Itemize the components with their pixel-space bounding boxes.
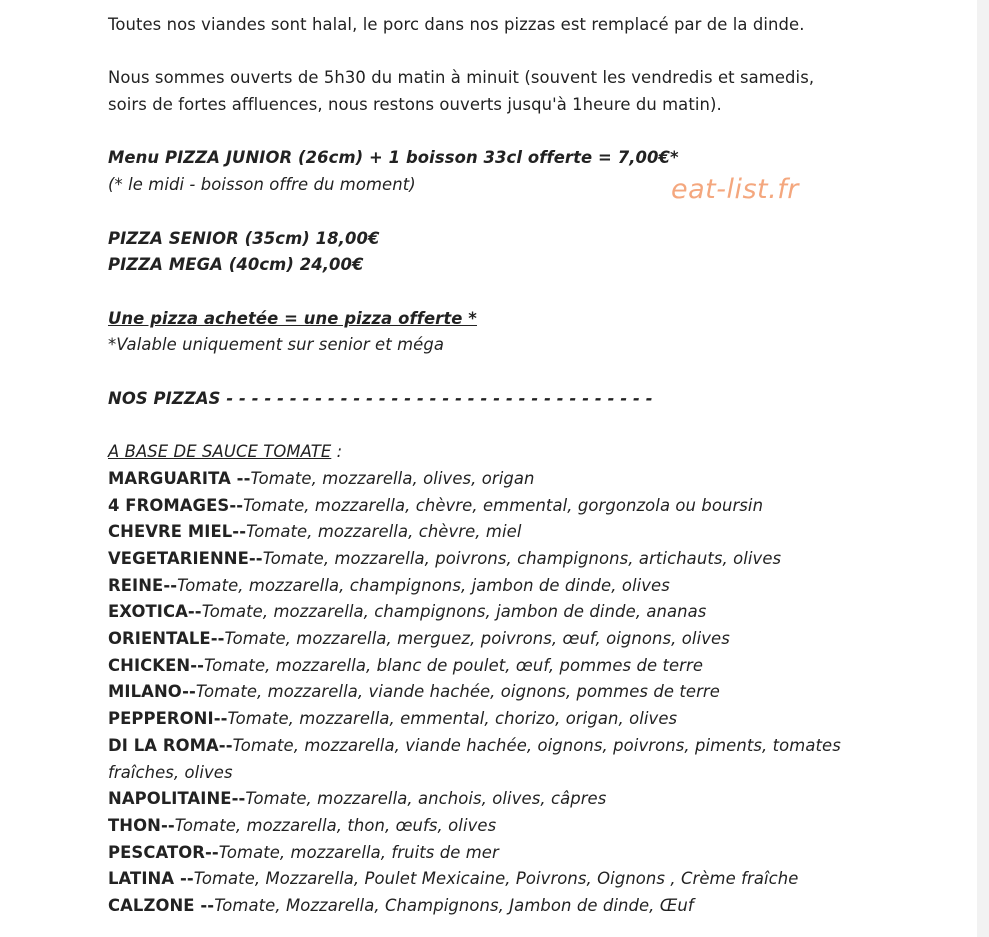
- pizza-ingredients: Tomate, mozzarella, blanc de poulet, œuf, pommes de terre: [204, 655, 704, 675]
- pizza-name: NAPOLITAINE--: [108, 789, 246, 809]
- pizza-item: [108, 786, 928, 813]
- pizza-mega-price: PIZZA MEGA (40cm) 24,00€: [108, 255, 364, 275]
- pizza-name: EXOTICA--: [108, 602, 202, 622]
- tomato-base-heading-text: A BASE DE SAUCE TOMATE: [108, 442, 332, 462]
- pizza-name: PESCATOR--: [108, 842, 219, 862]
- section-title: NOS PIZZAS - - - - - - - - - - - - - - - - - - - - - - - - - - - - - - - - - -: [108, 388, 653, 408]
- menu-text: [108, 12, 928, 920]
- pizza-item: [108, 706, 928, 733]
- pizza-ingredients: Tomate, mozzarella, olives, origan: [250, 468, 535, 488]
- promo-offer: Une pizza achetée = une pizza offerte *: [108, 308, 477, 328]
- pizza-ingredients: Tomate, Mozzarella, Poulet Mexicaine, Poivrons, Oignons , Crème fraîche: [193, 869, 799, 889]
- pizza-ingredients-continued: fraîches, olives: [108, 762, 233, 782]
- pizza-item: [108, 653, 928, 680]
- pizza-name: DI LA ROMA--: [108, 735, 233, 755]
- pizza-name: REINE--: [108, 575, 178, 595]
- pizza-item: [108, 573, 928, 600]
- hours-line-2: soirs de fortes affluences, nous restons ouverts jusqu'à 1heure du matin).: [108, 95, 722, 115]
- pizza-item: [108, 546, 928, 573]
- halal-note: Toutes nos viandes sont halal, le porc dans nos pizzas est remplacé par de la dinde.: [108, 15, 805, 34]
- pizza-ingredients: Tomate, mozzarella, chèvre, miel: [246, 522, 522, 542]
- pizza-ingredients: Tomate, mozzarella, poivrons, champignons, artichauts, olives: [262, 548, 782, 568]
- pizza-ingredients: Tomate, mozzarella, emmental, chorizo, origan, olives: [227, 709, 678, 729]
- pizza-item: [108, 866, 928, 893]
- pizza-ingredients: Tomate, Mozzarella, Champignons, Jambon de dinde, Œuf: [214, 896, 694, 916]
- pizza-item: [108, 679, 928, 706]
- pizza-name: ORIENTALE--: [108, 629, 225, 649]
- tomato-base-heading-colon: :: [331, 442, 343, 462]
- pizza-item: [108, 466, 928, 493]
- pizza-name: CHICKEN--: [108, 655, 204, 675]
- pizza-ingredients: Tomate, mozzarella, thon, œufs, olives: [174, 816, 497, 835]
- pizza-ingredients: Tomate, mozzarella, viande hachée, oignons, pommes de terre: [195, 682, 720, 702]
- pizza-item: [108, 733, 928, 760]
- hours-line-1: Nous sommes ouverts de 5h30 du matin à minuit (souvent les vendredis et samedis,: [108, 68, 815, 88]
- pizza-ingredients: Tomate, mozzarella, viande hachée, oignons, poivrons, piments, tomates: [232, 735, 841, 755]
- pizza-ingredients: Tomate, mozzarella, merguez, poivrons, œuf, oignons, olives: [224, 629, 730, 649]
- pizza-name: CALZONE --: [108, 896, 215, 916]
- pizza-ingredients: Tomate, mozzarella, chèvre, emmental, gorgonzola ou boursin: [243, 495, 764, 515]
- pizza-ingredients: Tomate, mozzarella, fruits de mer: [218, 842, 499, 862]
- promo-note: *Valable uniquement sur senior et méga: [108, 335, 444, 355]
- pizza-name: CHEVRE MIEL--: [108, 522, 247, 542]
- pizza-name: VEGETARIENNE--: [108, 548, 263, 568]
- pizza-name: 4 FROMAGES--: [108, 495, 244, 515]
- menu-junior-offer: Menu PIZZA JUNIOR (26cm) + 1 boisson 33cl offerte = 7,00€*: [108, 148, 679, 168]
- pizza-list: [108, 466, 928, 920]
- pizza-name: THON--: [108, 816, 175, 835]
- tomato-base-heading: [108, 439, 928, 466]
- pizza-senior-price: PIZZA SENIOR (35cm) 18,00€: [108, 228, 380, 248]
- pizza-item: [108, 519, 928, 546]
- pizza-ingredients: Tomate, mozzarella, anchois, olives, câpres: [245, 789, 607, 809]
- menu-junior-note: (* le midi - boisson offre du moment): [108, 175, 416, 195]
- pizza-item: [108, 626, 928, 653]
- pizza-item: [108, 893, 928, 920]
- pizza-ingredients: Tomate, mozzarella, champignons, jambon de dinde, olives: [177, 575, 670, 595]
- pizza-name: PEPPERONI--: [108, 709, 228, 729]
- pizza-name: MARGUARITA --: [108, 468, 251, 488]
- pizza-name: MILANO--: [108, 682, 196, 702]
- pizza-item: [108, 599, 928, 626]
- pizza-item: [108, 493, 928, 520]
- pizza-ingredients: Tomate, mozzarella, champignons, jambon de dinde, ananas: [201, 602, 707, 622]
- pizza-name: LATINA --: [108, 869, 194, 889]
- pizza-item: [108, 840, 928, 867]
- pizza-item: [108, 813, 928, 840]
- watermark: eat-list.fr: [671, 174, 799, 205]
